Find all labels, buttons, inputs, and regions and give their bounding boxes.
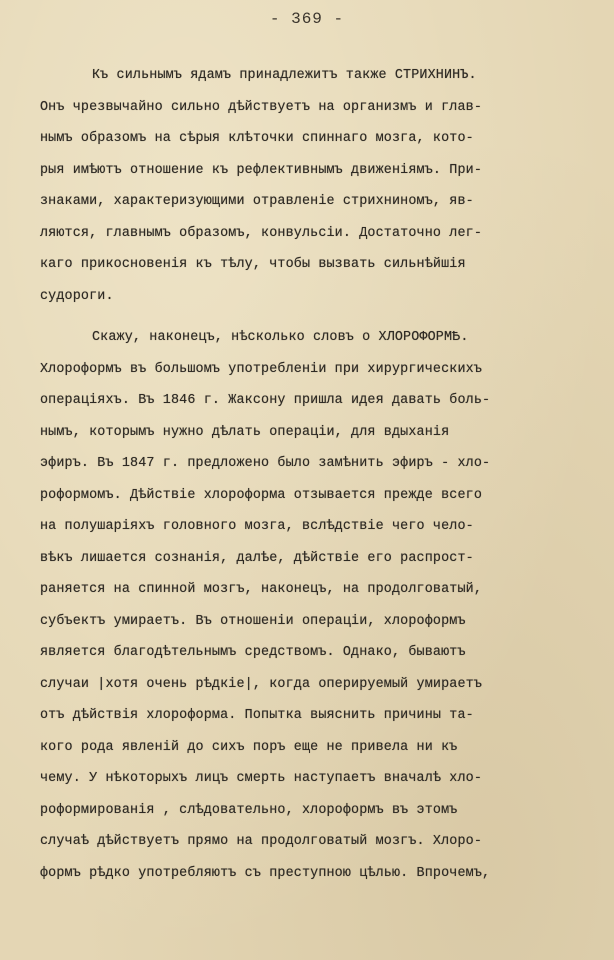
text-line: вѣкъ лишается сознанія, далѣе, дѣйствіе его распрост- [40, 550, 474, 566]
paragraph-chloroform [40, 322, 596, 889]
text-line: роформомъ. Дѣйствіе хлороформа отзывается прежде всего [40, 487, 483, 503]
text-line: рыя имѣютъ отношение къ рефлективнымъ движеніямъ. При- [40, 162, 483, 178]
text-line: операціяхъ. Въ 1846 г. Жаксону пришла идея давать боль- [40, 393, 491, 408]
text-line: судороги. [40, 288, 114, 304]
text-line: Скажу, наконецъ, нѣсколько словъ о ХЛОРОФОРМѢ. [92, 330, 469, 345]
text-line: знаками, характеризующими отравленіе стрихниномъ, яв- [40, 194, 474, 209]
text-line: кого рода явленій до сихъ поръ еще не привела ни къ [40, 739, 458, 755]
text-line: роформированія , слѣдовательно, хлороформъ въ этомъ [40, 802, 458, 818]
text-line: случаѣ дѣйствуетъ прямо на продолговатый мозгъ. Хлоро- [40, 834, 483, 849]
typed-text-body [40, 60, 596, 889]
text-line: Онъ чрезвычайно сильно дѣйствуетъ на организмъ и глав- [40, 99, 483, 115]
text-line: чему. У нѣкоторыхъ лицъ смерть наступаетъ вначалѣ хло- [40, 771, 483, 786]
text-line: нымъ образомъ на сѣрыя клѣточки спиннаго мозга, кото- [40, 131, 474, 146]
text-line: отъ дѣйствія хлороформа. Попытка выяснить причины та- [40, 708, 474, 723]
text-line: ляются, главнымъ образомъ, конвульсіи. Достаточно лег- [40, 225, 483, 241]
text-line: формъ рѣдко употребляютъ съ преступною цѣлью. Впрочемъ, [40, 865, 491, 881]
text-line: является благодѣтельнымъ средствомъ. Однако, бываютъ [40, 645, 466, 660]
text-line: раняется на спинной мозгъ, наконецъ, на продолговатый, [40, 582, 483, 597]
text-line: Хлороформъ въ большомъ употребленіи при хирургическихъ [40, 361, 483, 377]
text-line: случаи |хотя очень рѣдкіе|, когда оперируемый умираетъ [40, 676, 483, 692]
text-line: каго прикосновенія къ тѣлу, чтобы вызвать сильнѣйшія [40, 257, 466, 272]
text-line: Къ сильнымъ ядамъ принадлежитъ также СТРИХНИНЪ. [92, 68, 477, 83]
text-line: эфиръ. Въ 1847 г. предложено было замѣнить эфиръ - хло- [40, 456, 491, 471]
page-number: - 369 - [269, 10, 345, 28]
text-line: нымъ, которымъ нужно дѣлать операціи, для вдыханія [40, 424, 450, 440]
paragraph-strychnine [40, 60, 596, 312]
text-line: субъектъ умираетъ. Въ отношеніи операціи, хлороформъ [40, 613, 466, 629]
text-line: на полушаріяхъ головного мозга, вслѣдствіе чего чело- [40, 519, 474, 534]
